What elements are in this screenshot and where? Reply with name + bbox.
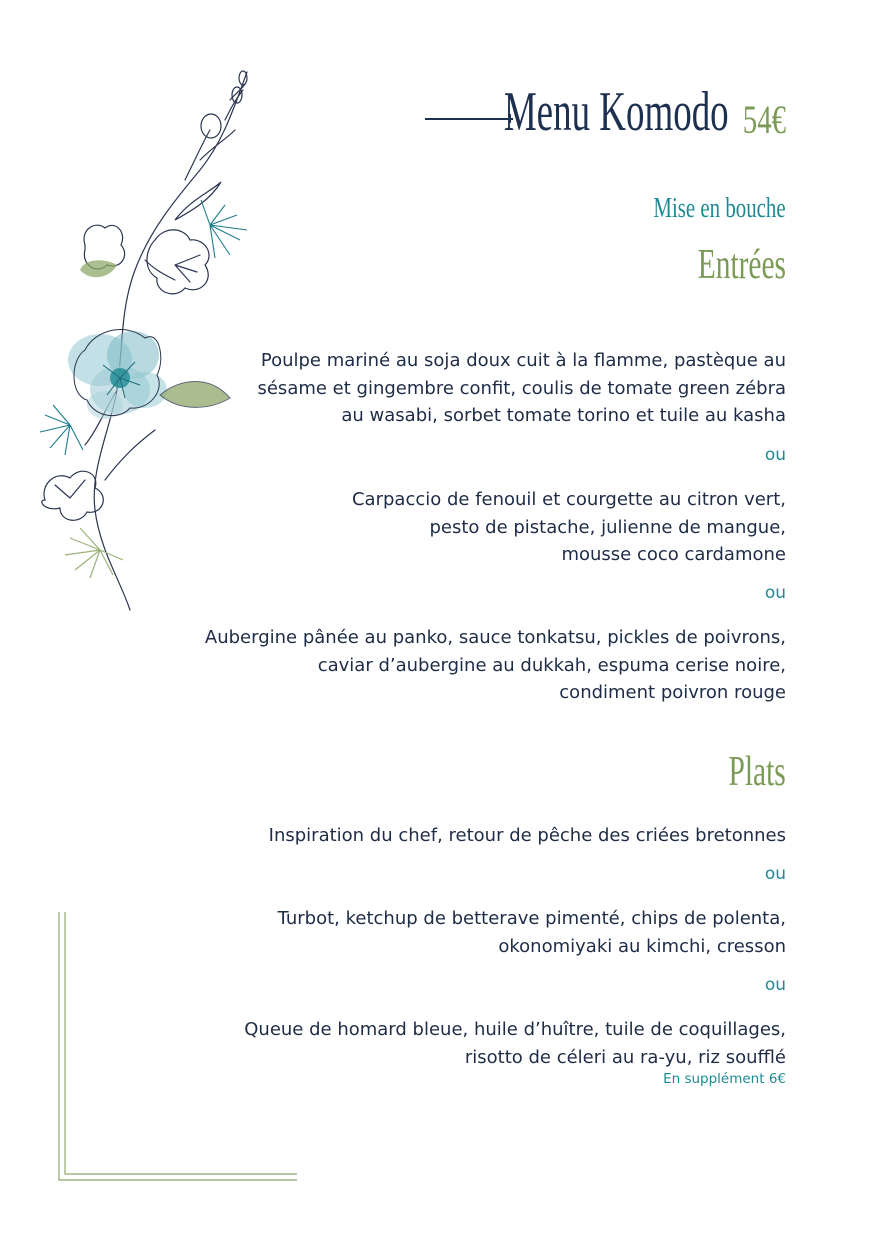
plat-dish-1: Inspiration du chef, retour de pêche des criées bretonnes	[268, 825, 786, 846]
supplement-note: En supplément 6€	[663, 1071, 786, 1087]
entree-dish-1: Poulpe mariné au soja doux cuit à la flamme, pastèque au sésame et gingembre confit, coulis de tomate green zébra au wasabi, sorbet tomate torino et tuile au kasha	[257, 350, 786, 426]
menu-price: 54€	[742, 97, 786, 142]
entree-separator-1: ou	[764, 445, 786, 465]
entree-separator-2: ou	[764, 583, 786, 603]
plat-separator-2: ou	[764, 975, 786, 995]
entree-dish-2: Carpaccio de fenouil et courgette au citron vert, pesto de pistache, julienne de mangue, mousse coco cardamone	[351, 489, 786, 565]
plats-heading: Plats	[728, 749, 786, 795]
floral-illustration	[25, 60, 260, 615]
plat-dish-3: Queue de homard bleue, huile d’huître, tuile de coquillages, risotto de céleri au ra-yu, riz soufflé	[244, 1019, 786, 1068]
entree-dish-3: Aubergine pânée au panko, sauce tonkatsu, pickles de poivrons, caviar d’aubergine au dukkah, espuma cerise noire, condiment poivron rouge	[204, 627, 786, 703]
amuse-bouche-heading: Mise en bouche	[653, 192, 786, 224]
plat-dish-2: Turbot, ketchup de betterave pimenté, chips de polenta, okonomiyaki au kimchi, cresson	[277, 908, 786, 957]
menu-title: Menu Komodo	[504, 81, 729, 143]
plat-separator-1: ou	[764, 864, 786, 884]
entrees-heading: Entrées	[697, 242, 786, 288]
title-rule	[425, 118, 513, 120]
